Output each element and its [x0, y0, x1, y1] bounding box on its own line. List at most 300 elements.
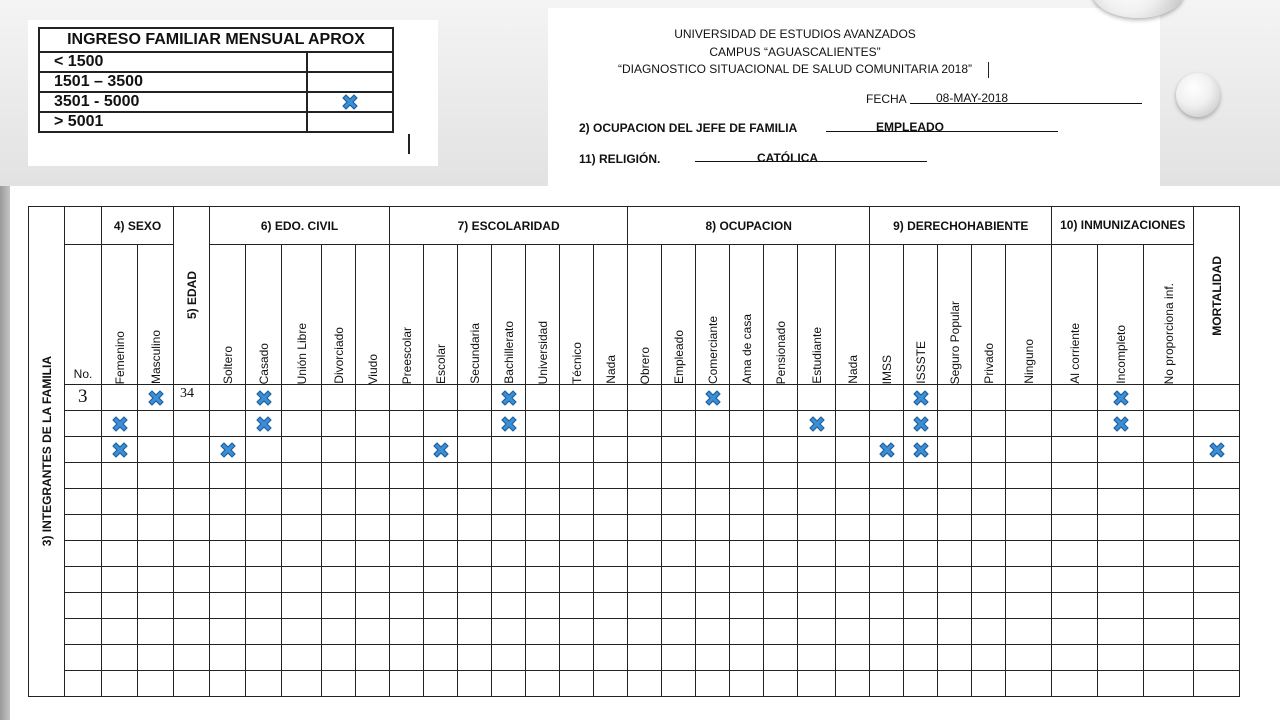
table-cell[interactable] — [972, 619, 1006, 645]
table-cell[interactable] — [1006, 437, 1052, 463]
table-cell[interactable] — [764, 671, 798, 697]
table-cell[interactable] — [798, 463, 836, 489]
table-cell[interactable] — [798, 671, 836, 697]
table-cell[interactable] — [424, 541, 458, 567]
table-cell[interactable] — [210, 671, 246, 697]
table-cell[interactable] — [356, 645, 390, 671]
table-cell[interactable] — [424, 593, 458, 619]
table-cell[interactable] — [102, 489, 138, 515]
table-cell[interactable] — [246, 541, 282, 567]
table-cell[interactable] — [356, 385, 390, 411]
table-cell[interactable] — [65, 463, 102, 489]
table-cell[interactable] — [526, 515, 560, 541]
table-cell[interactable] — [764, 411, 798, 437]
table-cell[interactable] — [138, 567, 174, 593]
table-cell[interactable] — [870, 463, 904, 489]
table-cell[interactable] — [730, 567, 764, 593]
table-cell[interactable] — [282, 489, 322, 515]
table-cell[interactable] — [696, 411, 730, 437]
table-cell[interactable] — [870, 515, 904, 541]
table-cell[interactable] — [560, 541, 594, 567]
table-cell[interactable] — [1144, 619, 1194, 645]
table-cell[interactable] — [730, 463, 764, 489]
table-cell[interactable] — [526, 541, 560, 567]
table-cell[interactable] — [282, 671, 322, 697]
table-cell[interactable] — [1052, 619, 1098, 645]
table-cell[interactable] — [764, 385, 798, 411]
table-cell[interactable] — [1144, 593, 1194, 619]
table-cell[interactable] — [1052, 671, 1098, 697]
table-cell[interactable] — [322, 515, 356, 541]
table-cell[interactable] — [628, 567, 662, 593]
table-cell[interactable] — [282, 619, 322, 645]
table-cell[interactable] — [904, 489, 938, 515]
table-cell[interactable] — [282, 567, 322, 593]
table-cell[interactable] — [492, 463, 526, 489]
table-cell[interactable] — [174, 645, 210, 671]
table-cell[interactable] — [904, 567, 938, 593]
table-cell[interactable] — [65, 489, 102, 515]
table-cell[interactable] — [424, 463, 458, 489]
table-cell[interactable] — [1098, 645, 1144, 671]
table-cell[interactable] — [138, 411, 174, 437]
table-cell[interactable] — [356, 411, 390, 437]
table-cell[interactable] — [798, 385, 836, 411]
table-cell[interactable] — [594, 541, 628, 567]
table-cell[interactable] — [246, 463, 282, 489]
table-cell[interactable] — [356, 541, 390, 567]
table-cell[interactable] — [972, 463, 1006, 489]
table-cell[interactable] — [938, 645, 972, 671]
table-cell[interactable] — [458, 541, 492, 567]
table-cell[interactable] — [1144, 515, 1194, 541]
table-cell[interactable] — [210, 411, 246, 437]
table-cell[interactable] — [210, 489, 246, 515]
table-cell[interactable] — [696, 515, 730, 541]
table-cell[interactable] — [696, 645, 730, 671]
table-cell[interactable] — [102, 619, 138, 645]
table-cell[interactable] — [458, 567, 492, 593]
table-cell[interactable] — [730, 593, 764, 619]
table-cell[interactable] — [1052, 489, 1098, 515]
table-cell[interactable] — [174, 671, 210, 697]
table-cell[interactable] — [1098, 515, 1144, 541]
table-cell[interactable] — [870, 671, 904, 697]
table-cell[interactable] — [628, 619, 662, 645]
table-cell[interactable] — [1194, 385, 1240, 411]
table-cell[interactable] — [322, 437, 356, 463]
table-cell[interactable] — [322, 671, 356, 697]
table-cell[interactable] — [594, 437, 628, 463]
table-cell[interactable] — [764, 489, 798, 515]
table-cell[interactable] — [730, 411, 764, 437]
table-cell[interactable] — [174, 463, 210, 489]
table-cell[interactable] — [102, 671, 138, 697]
table-cell[interactable] — [390, 593, 424, 619]
table-cell[interactable] — [972, 671, 1006, 697]
table-cell[interactable] — [594, 463, 628, 489]
table-cell[interactable] — [836, 385, 870, 411]
table-cell[interactable] — [65, 437, 102, 463]
table-cell[interactable] — [662, 593, 696, 619]
table-cell[interactable] — [798, 489, 836, 515]
table-cell[interactable] — [1144, 671, 1194, 697]
table-cell[interactable] — [628, 593, 662, 619]
table-cell[interactable] — [730, 385, 764, 411]
table-cell[interactable] — [628, 515, 662, 541]
table-cell[interactable] — [1006, 515, 1052, 541]
table-cell[interactable] — [904, 593, 938, 619]
table-cell[interactable] — [102, 541, 138, 567]
table-cell[interactable] — [390, 489, 424, 515]
table-cell[interactable] — [662, 645, 696, 671]
table-cell[interactable] — [764, 437, 798, 463]
table-cell[interactable] — [696, 437, 730, 463]
table-cell[interactable] — [138, 515, 174, 541]
table-cell[interactable] — [492, 515, 526, 541]
table-cell[interactable] — [1098, 489, 1144, 515]
table-cell[interactable] — [1098, 541, 1144, 567]
table-cell[interactable] — [390, 385, 424, 411]
table-cell[interactable] — [210, 541, 246, 567]
table-cell[interactable] — [424, 489, 458, 515]
table-cell[interactable] — [560, 567, 594, 593]
table-cell[interactable] — [458, 671, 492, 697]
table-cell[interactable] — [322, 489, 356, 515]
table-cell[interactable] — [282, 593, 322, 619]
table-cell[interactable] — [102, 567, 138, 593]
table-cell[interactable] — [1144, 645, 1194, 671]
table-cell[interactable] — [798, 567, 836, 593]
table-cell[interactable] — [662, 463, 696, 489]
table-cell[interactable] — [836, 593, 870, 619]
table-cell[interactable] — [1194, 671, 1240, 697]
table-cell[interactable] — [356, 593, 390, 619]
table-cell[interactable] — [1052, 515, 1098, 541]
table-cell[interactable] — [730, 619, 764, 645]
table-cell[interactable] — [938, 437, 972, 463]
table-cell[interactable] — [1194, 411, 1240, 437]
table-cell[interactable] — [972, 489, 1006, 515]
table-cell[interactable] — [730, 515, 764, 541]
table-cell[interactable] — [1194, 567, 1240, 593]
table-cell[interactable] — [938, 671, 972, 697]
table-cell[interactable] — [628, 385, 662, 411]
table-cell[interactable] — [102, 385, 138, 411]
table-cell[interactable] — [1006, 567, 1052, 593]
table-cell[interactable] — [458, 463, 492, 489]
table-cell[interactable] — [102, 515, 138, 541]
table-cell[interactable] — [282, 541, 322, 567]
table-cell[interactable] — [764, 567, 798, 593]
table-cell[interactable] — [492, 619, 526, 645]
table-cell[interactable] — [492, 671, 526, 697]
table-cell[interactable] — [904, 645, 938, 671]
table-cell[interactable] — [322, 541, 356, 567]
table-cell[interactable] — [560, 671, 594, 697]
table-cell[interactable] — [282, 437, 322, 463]
table-cell[interactable] — [904, 541, 938, 567]
table-cell[interactable] — [1052, 645, 1098, 671]
table-cell[interactable] — [836, 411, 870, 437]
table-cell[interactable] — [356, 437, 390, 463]
table-cell[interactable] — [1052, 541, 1098, 567]
table-cell[interactable] — [904, 671, 938, 697]
table-cell[interactable] — [1144, 541, 1194, 567]
table-cell[interactable] — [1144, 385, 1194, 411]
table-cell[interactable] — [560, 593, 594, 619]
table-cell[interactable] — [938, 385, 972, 411]
table-cell[interactable] — [492, 489, 526, 515]
table-cell[interactable] — [1194, 463, 1240, 489]
table-cell[interactable] — [492, 593, 526, 619]
table-cell[interactable] — [458, 619, 492, 645]
table-cell[interactable] — [730, 489, 764, 515]
table-cell[interactable] — [594, 671, 628, 697]
table-cell[interactable] — [938, 541, 972, 567]
table-cell[interactable] — [972, 515, 1006, 541]
table-cell[interactable] — [390, 411, 424, 437]
table-cell[interactable] — [938, 463, 972, 489]
table-cell[interactable] — [138, 437, 174, 463]
table-cell[interactable] — [174, 437, 210, 463]
table-cell[interactable] — [870, 645, 904, 671]
table-cell[interactable] — [870, 619, 904, 645]
table-cell[interactable] — [282, 385, 322, 411]
table-cell[interactable] — [1194, 541, 1240, 567]
table-cell[interactable] — [836, 645, 870, 671]
table-cell[interactable] — [798, 619, 836, 645]
table-cell[interactable] — [102, 645, 138, 671]
table-cell[interactable] — [938, 593, 972, 619]
table-cell[interactable] — [870, 567, 904, 593]
table-cell[interactable] — [938, 567, 972, 593]
table-cell[interactable] — [526, 645, 560, 671]
table-cell[interactable] — [210, 567, 246, 593]
table-cell[interactable] — [65, 515, 102, 541]
table-cell[interactable] — [356, 489, 390, 515]
table-cell[interactable] — [696, 619, 730, 645]
table-cell[interactable] — [1006, 411, 1052, 437]
table-cell[interactable] — [246, 671, 282, 697]
table-cell[interactable] — [696, 463, 730, 489]
table-cell[interactable] — [594, 385, 628, 411]
table-cell[interactable] — [972, 645, 1006, 671]
table-cell[interactable] — [458, 645, 492, 671]
table-cell[interactable] — [798, 541, 836, 567]
table-cell[interactable] — [1194, 593, 1240, 619]
table-cell[interactable] — [972, 437, 1006, 463]
table-cell[interactable] — [322, 567, 356, 593]
table-cell[interactable] — [210, 593, 246, 619]
table-cell[interactable] — [836, 463, 870, 489]
table-cell[interactable] — [174, 515, 210, 541]
table-cell[interactable] — [458, 515, 492, 541]
table-cell[interactable] — [628, 489, 662, 515]
table-cell[interactable] — [764, 645, 798, 671]
table-cell[interactable] — [138, 593, 174, 619]
table-cell[interactable] — [210, 463, 246, 489]
table-cell[interactable] — [424, 671, 458, 697]
table-cell[interactable] — [560, 385, 594, 411]
table-cell[interactable] — [594, 515, 628, 541]
table-cell[interactable] — [282, 463, 322, 489]
table-cell[interactable] — [390, 437, 424, 463]
table-cell[interactable] — [594, 489, 628, 515]
table-cell[interactable] — [282, 645, 322, 671]
table-cell[interactable] — [390, 541, 424, 567]
table-cell[interactable] — [904, 515, 938, 541]
table-cell[interactable] — [138, 619, 174, 645]
table-cell[interactable] — [390, 619, 424, 645]
table-cell[interactable] — [210, 619, 246, 645]
table-cell[interactable] — [662, 489, 696, 515]
table-cell[interactable] — [1006, 463, 1052, 489]
table-cell[interactable] — [1098, 567, 1144, 593]
table-cell[interactable] — [1144, 489, 1194, 515]
table-cell[interactable] — [696, 567, 730, 593]
table-cell[interactable] — [836, 515, 870, 541]
table-cell[interactable] — [424, 619, 458, 645]
table-cell[interactable] — [65, 541, 102, 567]
table-cell[interactable] — [764, 515, 798, 541]
table-cell[interactable] — [65, 619, 102, 645]
table-cell[interactable] — [322, 645, 356, 671]
table-cell[interactable] — [560, 411, 594, 437]
table-cell[interactable] — [322, 411, 356, 437]
table-cell[interactable] — [246, 437, 282, 463]
table-cell[interactable] — [730, 437, 764, 463]
table-cell[interactable] — [1194, 489, 1240, 515]
table-cell[interactable] — [1098, 437, 1144, 463]
table-cell[interactable] — [938, 411, 972, 437]
table-cell[interactable] — [594, 411, 628, 437]
table-cell[interactable] — [662, 437, 696, 463]
table-cell[interactable] — [102, 463, 138, 489]
table-cell[interactable] — [1006, 671, 1052, 697]
table-cell[interactable] — [1052, 385, 1098, 411]
table-cell[interactable] — [1194, 515, 1240, 541]
table-cell[interactable] — [870, 593, 904, 619]
table-cell[interactable] — [246, 619, 282, 645]
table-cell[interactable] — [246, 567, 282, 593]
table-cell[interactable] — [526, 567, 560, 593]
table-cell[interactable] — [458, 437, 492, 463]
table-cell[interactable] — [492, 567, 526, 593]
table-cell[interactable] — [972, 411, 1006, 437]
table-cell[interactable] — [870, 385, 904, 411]
table-cell[interactable] — [390, 567, 424, 593]
table-cell[interactable] — [696, 541, 730, 567]
table-cell[interactable] — [764, 463, 798, 489]
table-cell[interactable] — [904, 619, 938, 645]
table-cell[interactable] — [798, 515, 836, 541]
table-cell[interactable] — [356, 619, 390, 645]
table-cell[interactable] — [662, 385, 696, 411]
table-cell[interactable] — [1194, 619, 1240, 645]
table-cell[interactable] — [526, 411, 560, 437]
table-cell[interactable] — [356, 567, 390, 593]
table-cell[interactable] — [322, 619, 356, 645]
table-cell[interactable] — [730, 541, 764, 567]
table-cell[interactable] — [102, 593, 138, 619]
table-cell[interactable] — [1006, 385, 1052, 411]
table-cell[interactable] — [526, 593, 560, 619]
table-cell[interactable] — [1098, 671, 1144, 697]
table-cell[interactable] — [526, 619, 560, 645]
table-cell[interactable] — [560, 645, 594, 671]
table-cell[interactable] — [662, 541, 696, 567]
table-cell[interactable] — [662, 619, 696, 645]
table-cell[interactable] — [594, 619, 628, 645]
table-cell[interactable] — [1052, 567, 1098, 593]
table-cell[interactable] — [458, 593, 492, 619]
table-cell[interactable] — [1006, 593, 1052, 619]
table-cell[interactable] — [662, 515, 696, 541]
table-cell[interactable] — [246, 593, 282, 619]
table-cell[interactable] — [1194, 645, 1240, 671]
table-cell[interactable] — [526, 437, 560, 463]
table-cell[interactable] — [560, 463, 594, 489]
table-cell[interactable] — [594, 593, 628, 619]
table-cell[interactable] — [174, 567, 210, 593]
table-cell[interactable] — [1006, 541, 1052, 567]
table-cell[interactable] — [1006, 489, 1052, 515]
table-cell[interactable] — [424, 515, 458, 541]
table-cell[interactable] — [424, 645, 458, 671]
table-cell[interactable] — [138, 671, 174, 697]
table-cell[interactable] — [322, 463, 356, 489]
table-cell[interactable] — [972, 567, 1006, 593]
table-cell[interactable] — [1052, 437, 1098, 463]
table-cell[interactable] — [246, 645, 282, 671]
table-cell[interactable] — [356, 671, 390, 697]
table-cell[interactable] — [628, 463, 662, 489]
table-cell[interactable] — [560, 515, 594, 541]
table-cell[interactable] — [628, 671, 662, 697]
table-cell[interactable] — [560, 489, 594, 515]
table-cell[interactable] — [174, 541, 210, 567]
table-cell[interactable] — [972, 385, 1006, 411]
table-cell[interactable] — [1052, 463, 1098, 489]
table-cell[interactable] — [390, 671, 424, 697]
table-cell[interactable] — [972, 541, 1006, 567]
table-cell[interactable] — [904, 463, 938, 489]
table-cell[interactable] — [138, 541, 174, 567]
table-cell[interactable] — [492, 541, 526, 567]
table-cell[interactable] — [390, 463, 424, 489]
table-cell[interactable] — [628, 437, 662, 463]
table-cell[interactable] — [458, 411, 492, 437]
table-cell[interactable] — [1144, 567, 1194, 593]
table-cell[interactable] — [282, 515, 322, 541]
table-cell[interactable] — [65, 567, 102, 593]
table-cell[interactable] — [174, 619, 210, 645]
table-cell[interactable] — [174, 593, 210, 619]
table-cell[interactable] — [972, 593, 1006, 619]
table-cell[interactable] — [138, 463, 174, 489]
table-cell[interactable] — [1144, 463, 1194, 489]
table-cell[interactable] — [696, 489, 730, 515]
table-cell[interactable] — [870, 411, 904, 437]
table-cell[interactable] — [1052, 411, 1098, 437]
table-cell[interactable] — [696, 593, 730, 619]
table-cell[interactable] — [594, 645, 628, 671]
table-cell[interactable] — [356, 463, 390, 489]
table-cell[interactable] — [390, 645, 424, 671]
table-cell[interactable] — [424, 411, 458, 437]
table-cell[interactable] — [458, 385, 492, 411]
